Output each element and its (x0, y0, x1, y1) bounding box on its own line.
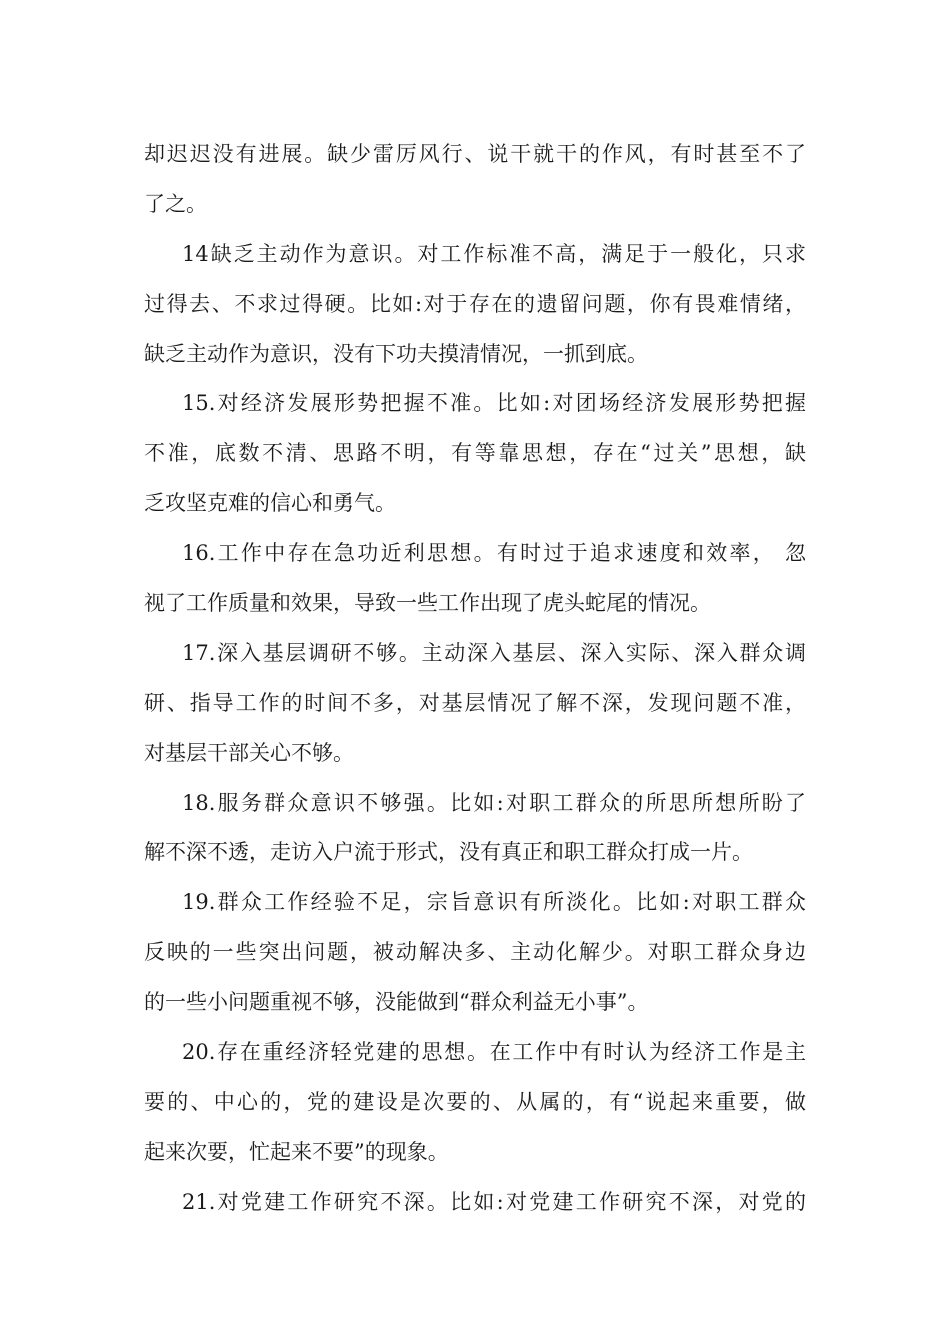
item-17-line: 17.深入基层调研不够。主动深入基层、深入实际、深入群众调 (182, 640, 806, 665)
text-line: 了之。 (144, 191, 207, 216)
text-line: 视了工作质量和效果，导致一些工作出现了虎头蛇尾的情况。 (144, 591, 711, 616)
text-line: 缺乏主动作为意识，没有下功夫摸清情况，一抓到底。 (144, 341, 648, 366)
text-line: 对基层干部关心不够。 (144, 740, 354, 765)
item-20-line: 20.存在重经济轻党建的思想。在工作中有时认为经济工作是主 (182, 1040, 806, 1065)
text-line: 乏攻坚克难的信心和勇气。 (144, 491, 396, 516)
text-line: 的一些小问题重视不够，没能做到“群众利益无小事”。 (144, 990, 649, 1015)
item-14-line: 14缺乏主动作为意识。对工作标准不高，满足于一般化，只求 (182, 241, 806, 266)
item-18-line: 18.服务群众意识不够强。比如:对职工群众的所思所想所盼了 (182, 790, 806, 815)
item-19-line: 19.群众工作经验不足，宗旨意识有所淡化。比如:对职工群众 (182, 890, 806, 915)
item-21-line: 21.对党建工作研究不深。比如:对党建工作研究不深，对党的 (182, 1189, 806, 1214)
text-line: 却迟迟没有进展。缺少雷厉风行、说干就干的作风，有时甚至不了 (144, 142, 806, 166)
text-line: 解不深不透，走访入户流于形式，没有真正和职工群众打成一片。 (144, 840, 753, 865)
item-15-line: 15.对经济发展形势把握不准。比如:对团场经济发展形势把握 (182, 391, 806, 416)
item-16-line: 16.工作中存在急功近利思想。有时过于追求速度和效率， 忽 (182, 541, 806, 566)
text-line: 要的、中心的，党的建设是次要的、从属的，有“说起来重要，做 (144, 1089, 806, 1114)
text-line: 起来次要，忙起来不要”的现象。 (144, 1139, 449, 1164)
body-text (144, 130, 806, 1228)
text-line: 过得去、不求过得硬。比如:对于存在的遗留问题，你有畏难情绪， (144, 291, 806, 316)
text-line: 反映的一些突出问题，被动解决多、主动化解少。对职工群众身边 (144, 940, 806, 965)
text-line: 不准，底数不清、思路不明，有等靠思想，存在“过关”思想，缺 (144, 441, 806, 466)
text-line: 研、指导工作的时间不多，对基层情况了解不深，发现问题不准， (144, 690, 806, 715)
